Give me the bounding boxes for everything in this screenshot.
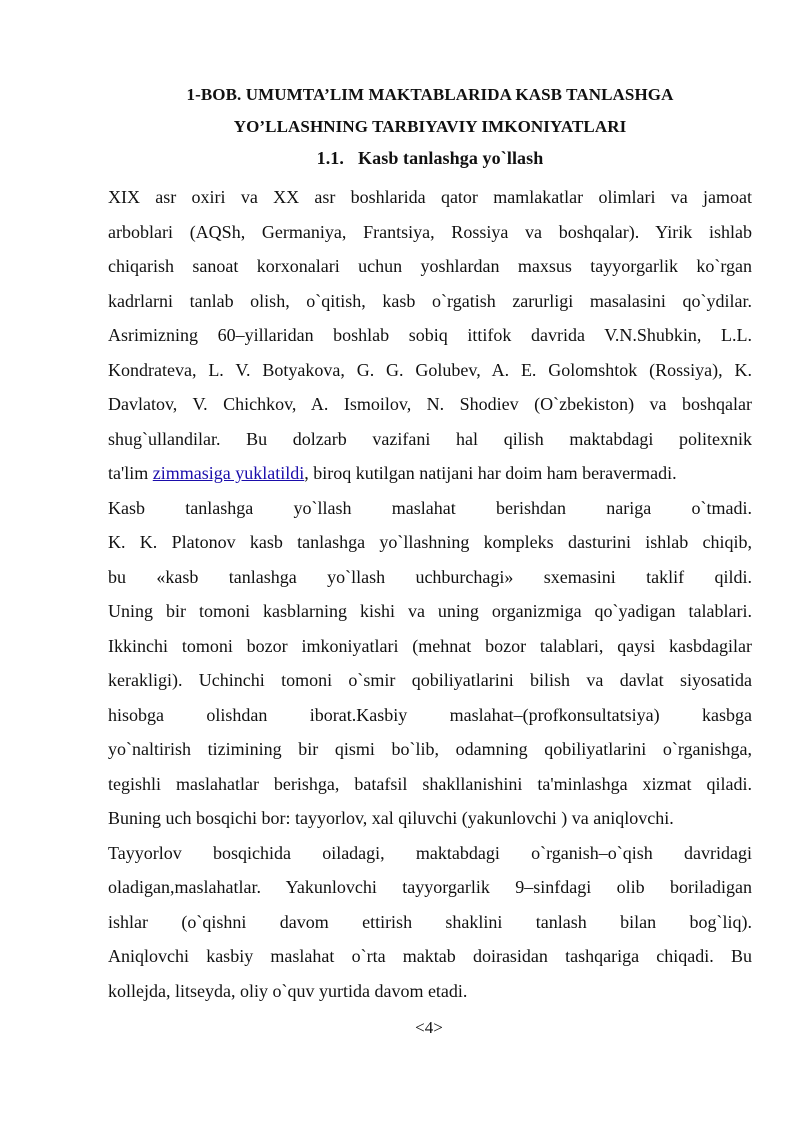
link-line-prefix: ta'lim <box>108 463 153 483</box>
page-number: <4> <box>415 1018 443 1037</box>
section-title: Kasb tanlashga yo`llash <box>358 148 544 168</box>
text-line: Tayyorlov bosqichida oiladagi, maktabdagi o`rganish–o`qish davridagi <box>108 842 752 863</box>
text-line: Davlatov, V. Chichkov, A. Ismoilov, N. Shodiev (O`zbekiston) va boshqalar <box>108 394 752 414</box>
link-line-suffix: , biroq kutilgan natijani har doim ham beravermadi. <box>304 463 677 483</box>
text-line: arboblari (AQSh, Germaniya, Frantsiya, Rossiya va boshqalar). Yirik ishlab <box>108 221 752 242</box>
hyperlink[interactable]: zimmasiga yuklatildi <box>152 463 305 483</box>
text-line: XIX asr oxiri va XX asr boshlarida qator mamlakatlar olimlari va jamoat <box>108 187 752 207</box>
section-number: 1.1. <box>316 148 345 168</box>
text-line: bu «kasb tanlashga yo`llash uchburchagi» sxemasini taklif qildi. <box>108 566 752 587</box>
chapter-title-line-1: 1-BOB. UMUMTA’LIM MAKTABLARIDA KASB TANLASHGA <box>186 85 674 104</box>
body-text <box>108 180 752 1008</box>
text-line: Uning bir tomoni kasblarning kishi va uning organizmiga qo`yadigan talablari. <box>108 601 752 621</box>
text-line: yo`naltirish tizimining bir qismi bo`lib, odamning qobiliyatlarini o`rganishga, <box>108 739 752 759</box>
text-line: chiqarish sanoat korxonalari uchun yoshlardan maxsus tayyorgarlik ko`rgan <box>108 256 752 276</box>
text-line: oladigan,maslahatlar. Yakunlovchi tayyorgarlik 9–sinfdagi olib boriladigan <box>108 877 752 897</box>
text-line: kerakligi). Uchinchi tomoni o`smir qobiliyatlarini bilish va davlat siyosatida <box>108 670 752 690</box>
text-line: K. K. Platonov kasb tanlashga yo`llashning kompleks dasturini ishlab chiqib, <box>108 532 752 552</box>
text-line: tegishli maslahatlar berishga, batafsil shakllanishini ta'minlashga xizmat qiladi. <box>108 773 752 794</box>
text-line: Aniqlovchi kasbiy maslahat o`rta maktab doirasidan tashqariga chiqadi. Bu <box>108 946 752 966</box>
text-line: Asrimizning 60–yillaridan boshlab sobiq ittifok davrida V.N.Shubkin, L.L. <box>108 325 752 345</box>
text-line: kadrlarni tanlab olish, o`qitish, kasb o`rgatish zarurligi masalasini qo`ydilar. <box>108 290 752 311</box>
text-line: Kasb tanlashga yo`llash maslahat berishdan nariga o`tmadi. <box>108 497 752 518</box>
text-line: Buning uch bosqichi bor: tayyorlov, xal qiluvchi (yakunlovchi ) va aniqlovchi. <box>108 808 674 828</box>
text-line: shug`ullandilar. Bu dolzarb vazifani hal qilish maktabdagi politexnik <box>108 428 752 449</box>
section-heading <box>108 148 752 169</box>
chapter-title-line-2: YO’LLASHNING TARBIYAVIY IMKONIYATLARI <box>233 117 627 136</box>
text-line: Ikkinchi tomoni bozor imkoniyatlari (mehnat bozor talablari, qaysi kasbdagilar <box>108 635 752 656</box>
text-line: hisobga olishdan iborat.Kasbiy maslahat–(profkonsultatsiya) kasbga <box>108 704 752 725</box>
text-line-with-link <box>108 456 752 491</box>
text-line: Kondrateva, L. V. Botyakova, G. G. Golubev, A. E. Golomshtok (Rossiya), K. <box>108 359 752 380</box>
text-line: kollejda, litseyda, oliy o`quv yurtida davom etadi. <box>108 980 468 1001</box>
text-line: ishlar (o`qishni davom ettirish shaklini tanlash bilan bog`liq). <box>108 911 752 932</box>
